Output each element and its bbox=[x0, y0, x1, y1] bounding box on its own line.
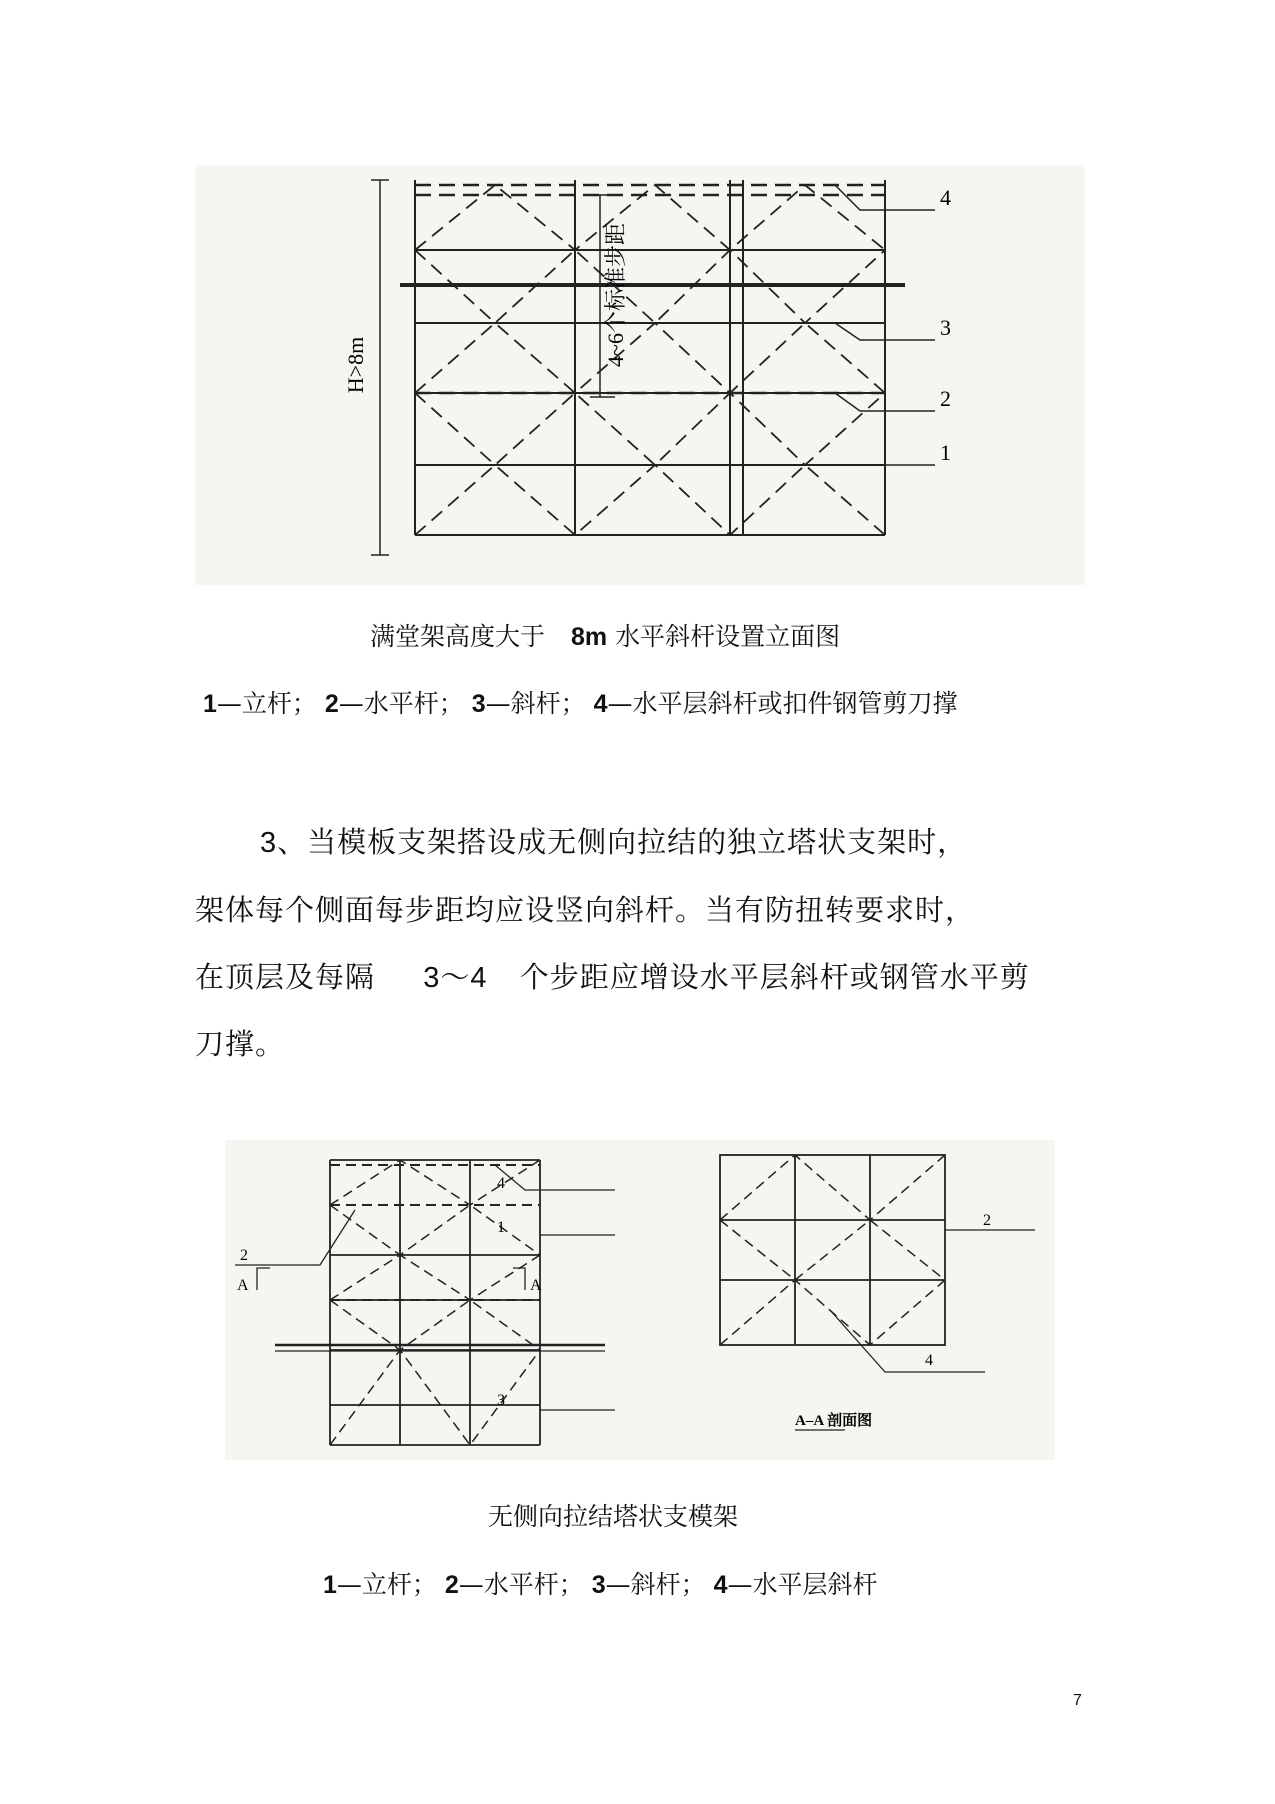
callout-4: 4 bbox=[940, 185, 951, 210]
legend-text: —水平层斜杆 bbox=[727, 1570, 878, 1599]
callout-2-right: 2 bbox=[983, 1212, 991, 1229]
legend-text: —立杆； bbox=[336, 1570, 437, 1599]
diagonal-braces-section bbox=[720, 1155, 945, 1345]
legend-number: 4 bbox=[713, 1571, 728, 1599]
figure-2-legend bbox=[323, 1565, 878, 1601]
legend-text: —斜杆； bbox=[605, 1570, 706, 1599]
step-label: 4~6个标准步距 bbox=[603, 223, 628, 367]
height-label: H>8m bbox=[343, 336, 368, 394]
legend-number: 2 bbox=[444, 1571, 459, 1599]
step-range: 3～4 bbox=[423, 962, 488, 994]
paragraph-line-1: 3、当模板支架搭设成无侧向拉结的独立塔状支架时， bbox=[260, 825, 968, 859]
diagonal-braces-left bbox=[330, 1160, 540, 1445]
callout-3-left: 3 bbox=[497, 1392, 505, 1409]
legend-text: —水平杆； bbox=[458, 1570, 584, 1599]
figure-1-drawing bbox=[195, 165, 1085, 585]
paragraph-number: 3 bbox=[260, 827, 278, 859]
figure-2-drawing bbox=[225, 1140, 1055, 1460]
callout-3: 3 bbox=[940, 315, 951, 340]
caption-prefix: 满堂架高度大于 bbox=[370, 622, 546, 651]
legend-text: —斜杆； bbox=[485, 689, 586, 718]
section-mark-right: A bbox=[530, 1277, 542, 1294]
callout-4-right: 4 bbox=[925, 1352, 933, 1369]
caption-suffix: 水平斜杆设置立面图 bbox=[615, 622, 841, 651]
paragraph-line-4: 刀撑。 bbox=[195, 1027, 286, 1061]
callout-1: 1 bbox=[940, 440, 951, 465]
legend-number: 3 bbox=[471, 690, 486, 718]
legend-text: —立杆； bbox=[216, 689, 317, 718]
figure-2-caption: 无侧向拉结塔状支模架 bbox=[488, 1502, 739, 1531]
paragraph-line-3: 在顶层及每隔 3～4 个步距应增设水平层斜杆或钢管水平剪 bbox=[195, 960, 1030, 994]
legend-number: 1 bbox=[203, 690, 217, 718]
callout-4-left: 4 bbox=[497, 1175, 505, 1192]
figure-1-caption bbox=[370, 617, 840, 653]
figure-2 bbox=[225, 1140, 1055, 1460]
callout-1-left: 1 bbox=[497, 1219, 505, 1236]
legend-text: —水平层斜杆或扣件钢管剪刀撑 bbox=[607, 689, 958, 718]
diagonal-braces bbox=[415, 185, 885, 535]
callout-2-left: 2 bbox=[240, 1247, 248, 1264]
paragraph-line-2: 架体每个侧面每步距均应设竖向斜杆。当有防扭转要求时， bbox=[195, 893, 976, 927]
page-number: 7 bbox=[1073, 1692, 1082, 1709]
section-mark-left: A bbox=[237, 1277, 249, 1294]
legend-number: 3 bbox=[591, 1571, 606, 1599]
legend-number: 4 bbox=[593, 690, 608, 718]
section-title: A–A 剖面图 bbox=[795, 1413, 873, 1429]
legend-number: 2 bbox=[324, 690, 339, 718]
legend-number: 1 bbox=[323, 1571, 337, 1599]
legend-text: —水平杆； bbox=[338, 689, 464, 718]
caption-value: 8m bbox=[570, 623, 608, 651]
figure-1-legend bbox=[203, 684, 958, 720]
callout-2: 2 bbox=[940, 386, 951, 411]
figure-1 bbox=[195, 165, 1085, 585]
